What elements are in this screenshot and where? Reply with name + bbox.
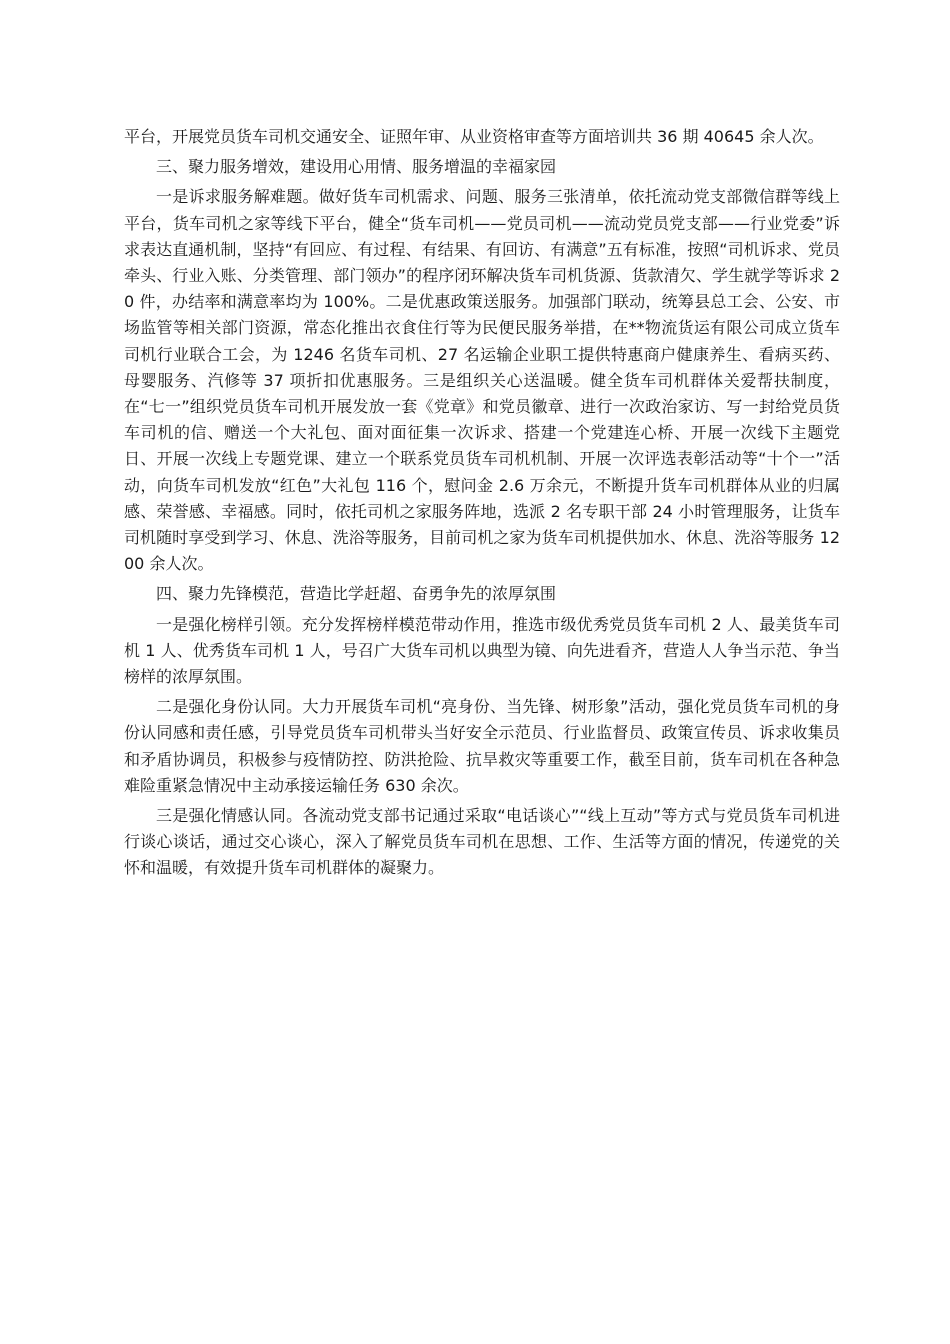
- document-page: [124, 124, 840, 886]
- body-paragraph: 二是强化身份认同。大力开展货车司机“亮身份、当先锋、树形象”活动，强化党员货车司机的身份认同感和责任感，引导党员货车司机带头当好安全示范员、行业监督员、政策宣传员、诉求收集员和矛盾协调员，积极参与疫情防控、防洪抢险、抗旱救灾等重要工作，截至目前，货车司机在各种急难险重紧急情况中主动承接运输任务 630 余次。: [124, 697, 840, 795]
- body-paragraph: 三是强化情感认同。各流动党支部书记通过采取“电话谈心”“线上互动”等方式与党员货车司机进行谈心谈话，通过交心谈心，深入了解党员货车司机在思想、工作、生活等方面的情况，传递党的关怀和温暖，有效提升货车司机群体的凝聚力。: [124, 806, 840, 878]
- body-paragraph: 一是强化榜样引领。充分发挥榜样模范带动作用，推选市级优秀党员货车司机 2 人、最美货车司机 1 人、优秀货车司机 1 人，号召广大货车司机以典型为镜、向先进看齐，营造人人争当示范、争当榜样的浓厚氛围。: [124, 614, 840, 687]
- section-heading-three: 三、聚力服务增效，建设用心用情、服务增温的幸福家园: [156, 157, 557, 177]
- continuation-paragraph: 平台，开展党员货车司机交通安全、证照年审、从业资格审查等方面培训共 36 期 40645 余人次。: [124, 127, 824, 146]
- body-paragraph: 一是诉求服务解难题。做好货车司机需求、问题、服务三张清单，依托流动党支部微信群等线上平台，货车司机之家等线下平台，健全“货车司机——党员司机——流动党员党支部——行业党委”诉求表达直通机制，坚持“有回应、有过程、有结果、有回访、有满意”五有标准，按照“司机诉求、党员牵头、行业入账、分类管理、部门领办”的程序闭环解决货车司机货源、货款清欠、学生就学等诉求 20 件，办结率和满意率均为 100%。二是优惠政策送服务。加强部门联动，统筹县总工会、公安、市场监管等相关部门资源，常态化推出衣食住行等为民便民服务举措，在**物流货运有限公司成立货车司机行业联合工会，为 1246 名货车司机、27 名运输企业职工提供特惠商户健康养生、看病买药、母婴服务、汽修等 37 项折扣优惠服务。三是组织关心送温暖。健全货车司机群体关爱帮扶制度，在“七一”组织党员货车司机开展发放一套《党章》和党员徽章、进行一次政治家访、写一封给党员货车司机的信、赠送一个大礼包、面对面征集一次诉求、搭建一个党建连心桥、开展一次线下主题党日、开展一次线上专题党课、建立一个联系党员货车司机机制、开展一次评选表彰活动等“十个一”活动，向货车司机发放“红色”大礼包 116 个，慰问金 2.6 万余元，不断提升货车司机群体从业的归属感、荣誉感、幸福感。同时，依托司机之家服务阵地，选派 2 名专职干部 24 小时管理服务，让货车司机随时享受到学习、休息、洗浴等服务，目前司机之家为货车司机提供加水、休息、洗浴等服务 1200 余人次。: [124, 187, 840, 574]
- section-heading-four: 四、聚力先锋模范，营造比学赶超、奋勇争先的浓厚氛围: [156, 584, 557, 604]
